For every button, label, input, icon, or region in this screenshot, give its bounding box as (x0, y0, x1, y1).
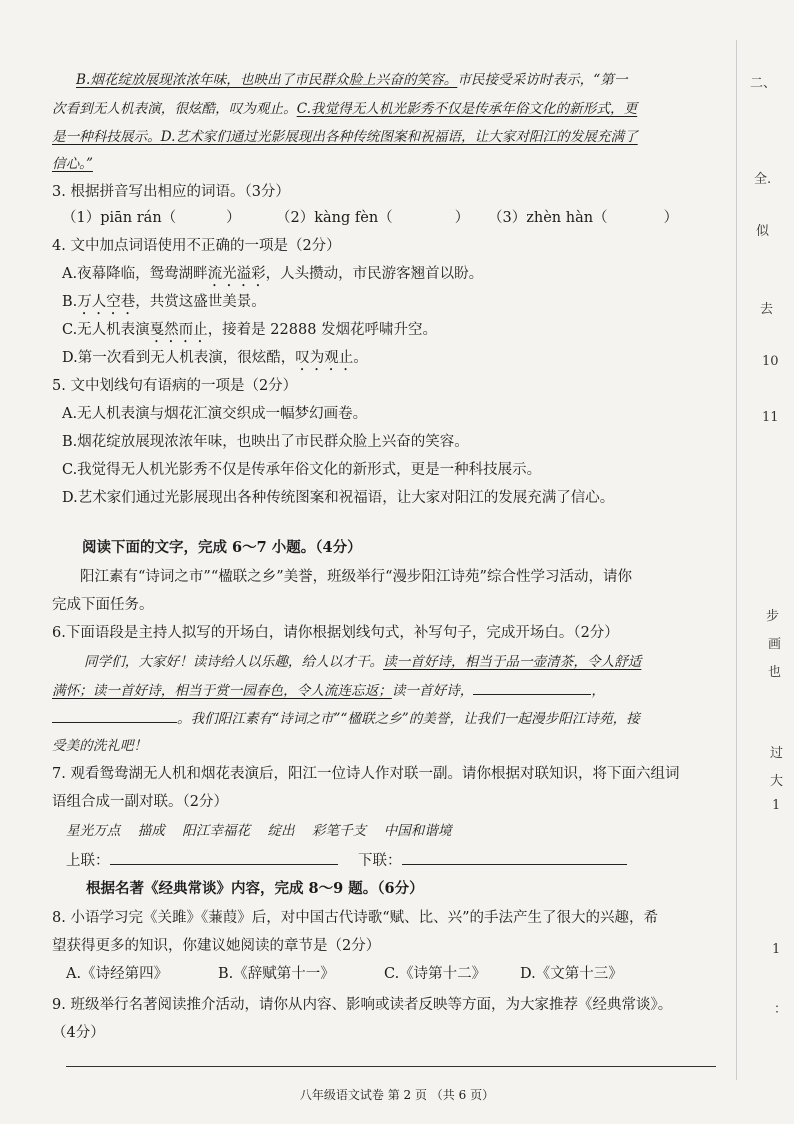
q9-stem-1: 9. 班级举行名著阅读推介活动，请你从内容、影响或读者反映等方面，为大家推荐《经典常谈》。 (52, 997, 673, 1013)
q6-text: ， (591, 683, 605, 699)
q3-item-1 (62, 208, 241, 228)
section-heading-6-7: 阅读下面的文字，完成 6～7 小题。（4分） (82, 539, 362, 556)
underlined-sentence-d-end: 信心。” (52, 156, 93, 172)
margin-fragment: 二、 (750, 76, 777, 91)
section-heading-8-9: 根据名著《经典常谈》内容，完成 8～9 题。（6分） (86, 880, 424, 897)
q4-stem: 4. 文中加点词语使用不正确的一项是（2分） (52, 238, 341, 254)
q5-stem: 5. 文中划线句有语病的一项是（2分） (52, 378, 298, 394)
q8-option-d[interactable]: D.《文第十三》 (520, 966, 623, 982)
q7-word: 绽出 (267, 823, 295, 839)
q6-paragraph-line-4: 受美的洗礼吧！ (52, 738, 148, 754)
dotted-word: 万人空巷 (77, 294, 136, 310)
q6-text: 读一首好诗， (391, 683, 474, 699)
margin-fragment: 画 (768, 637, 782, 652)
q3-pinyin-3: （3）zhèn hàn（ (488, 210, 608, 226)
passage-text: 市民接受采访时表示，“第一 (457, 72, 628, 88)
q7-words (66, 821, 452, 841)
q7-word: 描成 (137, 823, 165, 839)
margin-fragment: 大 (770, 774, 784, 789)
q6-paragraph-line-1 (84, 652, 641, 672)
q8-option-b[interactable]: B.《辞赋第十一》 (218, 966, 335, 982)
option-text: D.第一次看到无人机表演，很炫酷， (62, 350, 296, 366)
bracket: ） (226, 210, 241, 226)
option-text: B. (62, 294, 78, 310)
dotted-word: 流光溢彩 (207, 266, 266, 282)
q6-text: 。我们阳江素有“诗词之市”“楹联之乡”的美誉，让我们一起漫步阳江诗苑，接 (177, 711, 640, 727)
q3-item-3 (488, 208, 678, 228)
section-intro-2: 完成下面任务。 (52, 597, 154, 613)
q6-underlined-pattern: 读一首好诗，相当于品一壶清茶，令人舒适 (383, 654, 642, 670)
q3-pinyin-1: （1）piān rán（ (62, 210, 177, 226)
page-edge-divider (736, 40, 737, 1080)
q7-upper-couplet (66, 850, 338, 871)
bracket: ） (663, 210, 679, 226)
q4-option-a[interactable] (62, 264, 483, 290)
q4-option-c[interactable] (62, 320, 437, 346)
option-text: ，共赏这盛世美景。 (135, 294, 266, 310)
margin-fragment: 也 (768, 665, 782, 680)
q6-answer-blank-1[interactable] (473, 680, 591, 695)
q4-option-b[interactable] (62, 292, 266, 318)
margin-fragment: ： (774, 1002, 788, 1017)
q7-word: 中国和谐境 (383, 823, 452, 839)
underlined-sentence-b: B.烟花绽放展现浓浓年味，也映出了市民群众脸上兴奋的笑容。 (76, 72, 458, 88)
q9-stem-2: （4分） (52, 1025, 105, 1041)
q6-paragraph-line-2 (52, 680, 605, 701)
underlined-sentence-c-end: 是一种科技展示。 (52, 129, 161, 145)
q8-stem-2: 望获得更多的知识，你建议她阅读的章节是（2分） (52, 938, 381, 954)
passage-line-1 (76, 70, 627, 90)
passage-line-4 (52, 154, 93, 174)
q7-stem-1: 7. 观看鸳鸯湖无人机和烟花表演后，阳江一位诗人作对联一副。请你根据对联知识，将下面六组词 (52, 766, 680, 782)
option-text: ，接着是 22888 发烟花呼啸升空。 (207, 322, 438, 338)
q5-option-d[interactable]: D.艺术家们通过光影展现出各种传统图案和祝福语，让大家对阳江的发展充满了信心。 (62, 490, 615, 506)
q7-word: 阳江幸福花 (182, 823, 251, 839)
margin-fragment: 10 (762, 354, 779, 369)
q6-answer-blank-2[interactable] (52, 708, 177, 723)
q7-word: 星光万点 (66, 823, 121, 839)
option-text: 。 (353, 350, 368, 366)
option-text: C.无人机表演 (62, 322, 150, 338)
margin-fragment: 步 (766, 609, 780, 624)
margin-fragment: 1 (772, 798, 781, 813)
q3-stem: 3. 根据拼音写出相应的词语。（3分） (52, 184, 290, 200)
passage-line-2 (52, 99, 637, 119)
q6-text: 同学们，大家好！读诗给人以乐趣，给人以才干。 (84, 654, 384, 670)
q8-option-c[interactable]: C.《诗第十二》 (384, 966, 487, 982)
q6-underlined-pattern: 满怀；读一首好诗，相当于赏一园春色，令人流连忘返； (52, 683, 392, 699)
q5-option-b[interactable]: B.烟花绽放展现浓浓年味，也映出了市民群众脸上兴奋的笑容。 (62, 434, 469, 450)
underlined-sentence-d: D.艺术家们通过光影展现出各种传统图案和祝福语，让大家对阳江的发展充满了 (160, 129, 638, 145)
q6-paragraph-line-3 (52, 708, 640, 729)
q5-option-c[interactable]: C.我觉得无人机光影秀不仅是传承年俗文化的新形式，更是一种科技展示。 (62, 462, 542, 478)
q7-word: 彩笔千支 (311, 823, 367, 839)
upper-couplet-blank[interactable] (110, 850, 338, 865)
bracket: ） (454, 210, 470, 226)
margin-fragment: 11 (762, 410, 779, 425)
q5-option-a[interactable]: A.无人机表演与烟花汇演交织成一幅梦幻画卷。 (62, 406, 368, 422)
q7-lower-couplet (358, 850, 627, 871)
q6-stem: 6.下面语段是主持人拟写的开场白，请你根据划线句式，补写句子，完成开场白。（2分） (52, 625, 619, 641)
margin-fragment: 去 (760, 302, 774, 317)
margin-fragment: 似 (756, 224, 770, 239)
passage-text: 次看到无人机表演，很炫酷，叹为观止。 (52, 101, 297, 117)
page-footer: 八年级语文试卷 第 2 页 （共 6 页） (299, 1088, 495, 1102)
margin-fragment: 全. (754, 172, 772, 187)
dotted-word: 叹为观止 (295, 350, 354, 366)
lower-couplet-blank[interactable] (402, 850, 627, 865)
option-text: A.夜幕降临，鸳鸯湖畔 (62, 266, 208, 282)
lower-couplet-label: 下联： (358, 853, 402, 869)
dotted-word: 戛然而止 (149, 322, 208, 338)
margin-fragment: 过 (770, 746, 784, 761)
option-text: ，人头攒动，市民游客翘首以盼。 (265, 266, 484, 282)
q8-stem-1: 8. 小语学习完《关雎》《蒹葭》后，对中国古代诗歌“赋、比、兴”的手法产生了很大的兴趣，希 (52, 910, 659, 926)
q4-option-d[interactable] (62, 348, 368, 374)
q8-option-a[interactable]: A.《诗经第四》 (66, 966, 169, 982)
margin-fragment: 1 (772, 942, 781, 957)
passage-line-3 (52, 127, 638, 147)
upper-couplet-label: 上联： (66, 853, 110, 869)
q3-pinyin-2: （2）kàng fèn（ (276, 210, 393, 226)
q3-item-2 (276, 208, 469, 228)
q9-answer-line[interactable] (66, 1066, 716, 1067)
underlined-sentence-c: C.我觉得无人机光影秀不仅是传承年俗文化的新形式，更 (296, 101, 638, 117)
section-intro-1: 阳江素有“诗词之市”“楹联之乡”美誉，班级举行“漫步阳江诗苑”综合性学习活动，请你 (80, 569, 632, 585)
q7-stem-2: 语组合成一副对联。（2分） (52, 794, 228, 810)
